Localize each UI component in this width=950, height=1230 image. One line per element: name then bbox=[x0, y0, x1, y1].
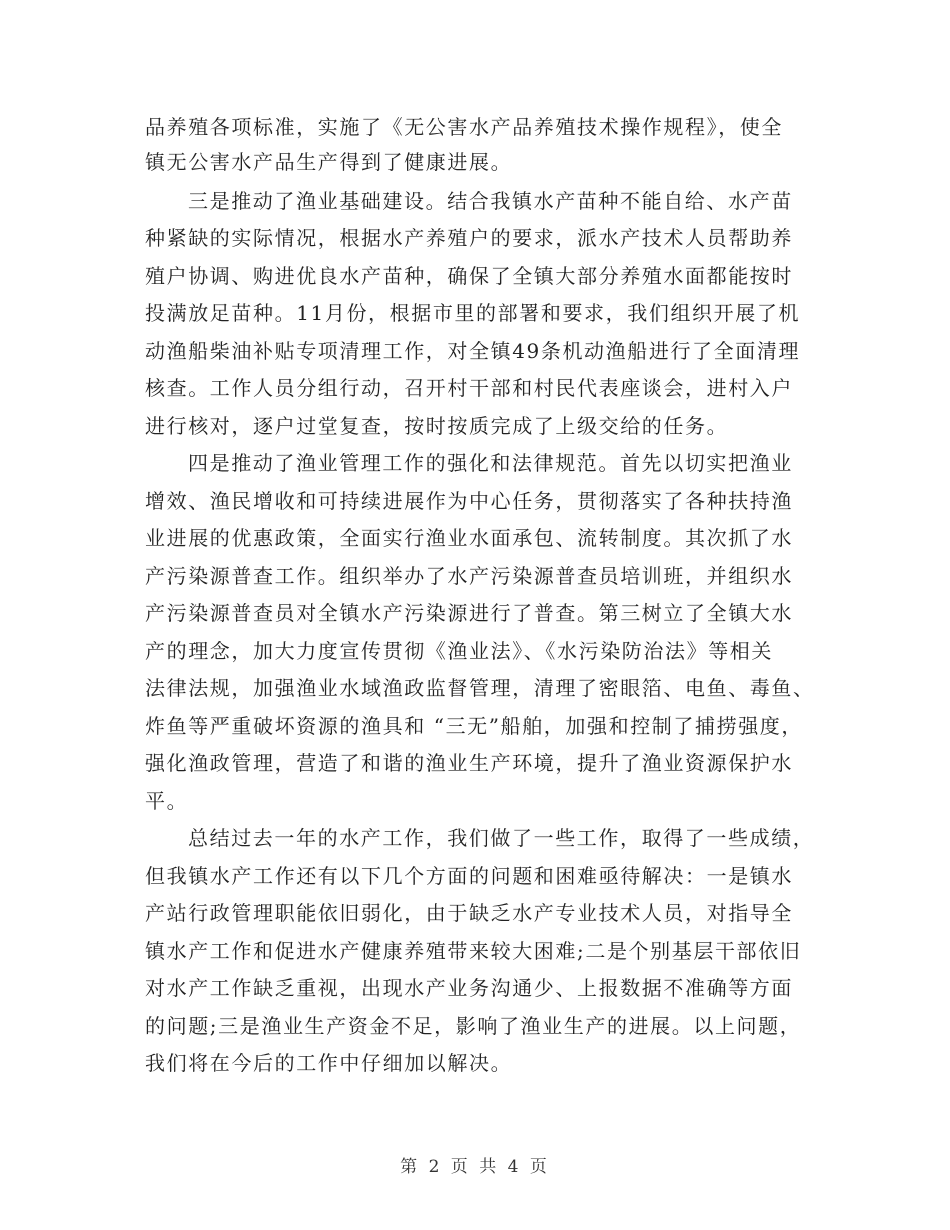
text-line: 的问题;三是渔业生产资金不足，影响了渔业生产的进展。以上问题， bbox=[145, 1014, 802, 1038]
text-line: 增效、渔民增收和可持续进展作为中心任务，贯彻落实了各种扶持渔 bbox=[145, 489, 793, 513]
text-line: 我们将在今后的工作中仔细加以解决。 bbox=[145, 1051, 513, 1075]
text-line: 平。 bbox=[145, 789, 189, 813]
text-line: 业进展的优惠政策，全面实行渔业水面承包、流转制度。其次抓了水 bbox=[145, 526, 793, 550]
text-line: 产站行政管理职能依旧弱化，由于缺乏水产专业技术人员，对指导全 bbox=[145, 901, 793, 925]
text-line: 种紧缺的实际情况，根据水产养殖户的要求，派水产技术人员帮助养 bbox=[145, 226, 793, 250]
text-line: 殖户协调、购进优良水产苗种，确保了全镇大部分养殖水面都能按时 bbox=[145, 264, 793, 288]
text-line: 总结过去一年的水产工作，我们做了一些工作，取得了一些成绩， bbox=[188, 826, 815, 850]
text-line: 核查。工作人员分组行动，召开村干部和村民代表座谈会，进村入户 bbox=[145, 376, 793, 400]
text-line: 但我镇水产工作还有以下几个方面的问题和困难亟待解决：一是镇水 bbox=[145, 864, 793, 888]
text-line: 动渔船柴油补贴专项清理工作，对全镇49条机动渔船进行了全面清理 bbox=[145, 339, 801, 363]
text-line: 四是推动了渔业管理工作的强化和法律规范。首先以切实把渔业 bbox=[188, 451, 793, 475]
text-line: 产污染源普查工作。组织举办了水产污染源普查员培训班，并组织水 bbox=[145, 564, 793, 588]
page-footer: 第 2 页 共 4 页 bbox=[400, 1157, 550, 1177]
text-line: 对水产工作缺乏重视，出现水产业务沟通少、上报数据不准确等方面 bbox=[145, 976, 793, 1000]
text-line: 镇无公害水产品生产得到了健康进展。 bbox=[145, 150, 513, 174]
text-line: 品养殖各项标准，实施了《无公害水产品养殖技术操作规程》，使全 bbox=[145, 115, 783, 139]
text-line: 三是推动了渔业基础建设。结合我镇水产苗种不能自给、水产苗 bbox=[188, 189, 793, 213]
text-line: 产污染源普查员对全镇水产污染源进行了普查。第三树立了全镇大水 bbox=[145, 601, 793, 625]
text-line: 产的理念，加大力度宣传贯彻《渔业法》、《水污染防治法》等相关 bbox=[145, 639, 773, 663]
text-line: 法律法规，加强渔业水域渔政监督管理，清理了密眼箔、电鱼、毒鱼、 bbox=[145, 676, 815, 700]
text-line: 镇水产工作和促进水产健康养殖带来较大困难;二是个别基层干部依旧 bbox=[145, 939, 802, 963]
text-line: 投满放足苗种。11月份，根据市里的部署和要求，我们组织开展了机 bbox=[145, 301, 801, 325]
text-line: 炸鱼等严重破坏资源的渔具和 “三无”船舶，加强和控制了捕捞强度， bbox=[145, 714, 804, 738]
text-line: 强化渔政管理，营造了和谐的渔业生产环境，提升了渔业资源保护水 bbox=[145, 751, 793, 775]
text-line: 进行核对，逐户过堂复查，按时按质完成了上级交给的任务。 bbox=[145, 414, 729, 438]
